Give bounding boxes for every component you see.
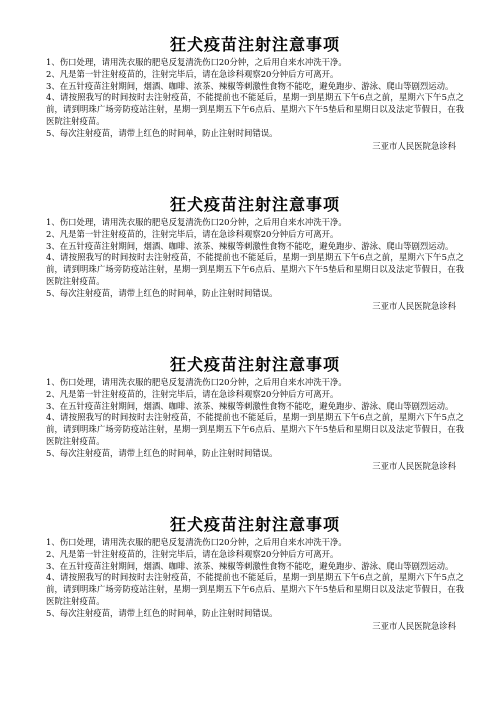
issuing-department: 三亚市人民医院急诊科 [372,621,456,631]
notice-item-2: 2、凡是第一针注射疫苗的，注射完毕后，请在急诊科观察20分钟后方可离开。 [46,228,339,239]
notice-item-2: 2、凡是第一针注射疫苗的，注射完毕后，请在急诊科观察20分钟后方可离开。 [46,548,339,559]
notice-item-5: 5、每次注射疫苗，请带上红色的时间单，防止注射时间错误。 [46,287,278,298]
notice-block-1 [46,34,464,194]
notice-item-4: 4、请按照我写的时间按时去注射疫苗，不能提前也不能延后，星期一到星期五下午6点之前，星期六下午5点之前，请到明珠广场旁防疫站注射，星期一到星期五下午6点后、星期六下午5垫后和星期日以及法定节假日，在我医院注射疫苗。 [46,92,464,126]
notice-item-1: 1、伤口处理，请用洗衣服的肥皂反复清洗伤口20分钟，之后用自来水冲洗干净。 [46,537,347,547]
document-page [46,34,464,674]
notice-item-2: 2、凡是第一针注射疫苗的，注射完毕后，请在急诊科观察20分钟后方可离开。 [46,68,339,79]
notice-block-2 [46,194,464,354]
notice-item-4: 4、请按照我写的时间按时去注射疫苗，不能提前也不能延后，星期一到星期五下午6点之前，星期六下午5点之前，请到明珠广场旁防疫站注射，星期一到星期五下午6点后、星期六下午5垫后和星期日以及法定节假日，在我医院注射疫苗。 [46,412,464,446]
notice-item-4: 4、请按照我写的时间按时去注射疫苗，不能提前也不能延后，星期一到星期五下午6点之前，星期六下午5点之前，请到明珠广场旁防疫站注射，星期一到星期五下午6点后、星期六下午5垫后和星期日以及法定节假日，在我医院注射疫苗。 [46,572,464,606]
issuing-department: 三亚市人民医院急诊科 [372,141,456,151]
notice-item-3: 3、在五针疫苗注射期间，烟酒、咖啡、浓茶、辣椒等刺激性食物不能吃，避免跑步、游泳、爬山等剧烈运动。 [46,400,454,411]
notice-title: 狂犬疫苗注射注意事项 [169,35,340,54]
notice-item-5: 5、每次注射疫苗，请带上红色的时间单，防止注射时间错误。 [46,607,278,618]
notice-item-1: 1、伤口处理，请用洗衣服的肥皂反复清洗伤口20分钟，之后用自来水冲洗干净。 [46,57,347,67]
notice-item-2: 2、凡是第一针注射疫苗的，注射完毕后，请在急诊科观察20分钟后方可离开。 [46,388,339,399]
notice-item-5: 5、每次注射疫苗，请带上红色的时间单，防止注射时间错误。 [46,447,278,458]
notice-block-3 [46,354,464,514]
notice-item-3: 3、在五针疫苗注射期间，烟酒、咖啡、浓茶、辣椒等刺激性食物不能吃，避免跑步、游泳、爬山等剧烈运动。 [46,80,454,91]
notice-item-3: 3、在五针疫苗注射期间，烟酒、咖啡、浓茶、辣椒等刺激性食物不能吃，避免跑步、游泳、爬山等剧烈运动。 [46,240,454,251]
issuing-department: 三亚市人民医院急诊科 [372,301,456,311]
notice-title: 狂犬疫苗注射注意事项 [169,355,340,374]
issuing-department: 三亚市人民医院急诊科 [372,461,456,471]
notice-item-1: 1、伤口处理，请用洗衣服的肥皂反复清洗伤口20分钟，之后用自来水冲洗干净。 [46,217,347,227]
notice-title: 狂犬疫苗注射注意事项 [169,515,340,534]
notice-item-5: 5、每次注射疫苗，请带上红色的时间单，防止注射时间错误。 [46,127,278,138]
notice-item-1: 1、伤口处理，请用洗衣服的肥皂反复清洗伤口20分钟，之后用自来水冲洗干净。 [46,377,347,387]
notice-item-4: 4、请按照我写的时间按时去注射疫苗，不能提前也不能延后，星期一到星期五下午6点之前，星期六下午5点之前，请到明珠广场旁防疫站注射，星期一到星期五下午6点后、星期六下午5垫后和星期日以及法定节假日，在我医院注射疫苗。 [46,252,464,286]
notice-item-3: 3、在五针疫苗注射期间，烟酒、咖啡、浓茶、辣椒等刺激性食物不能吃，避免跑步、游泳、爬山等剧烈运动。 [46,560,454,571]
notice-title: 狂犬疫苗注射注意事项 [169,195,340,214]
notice-block-4 [46,514,464,674]
